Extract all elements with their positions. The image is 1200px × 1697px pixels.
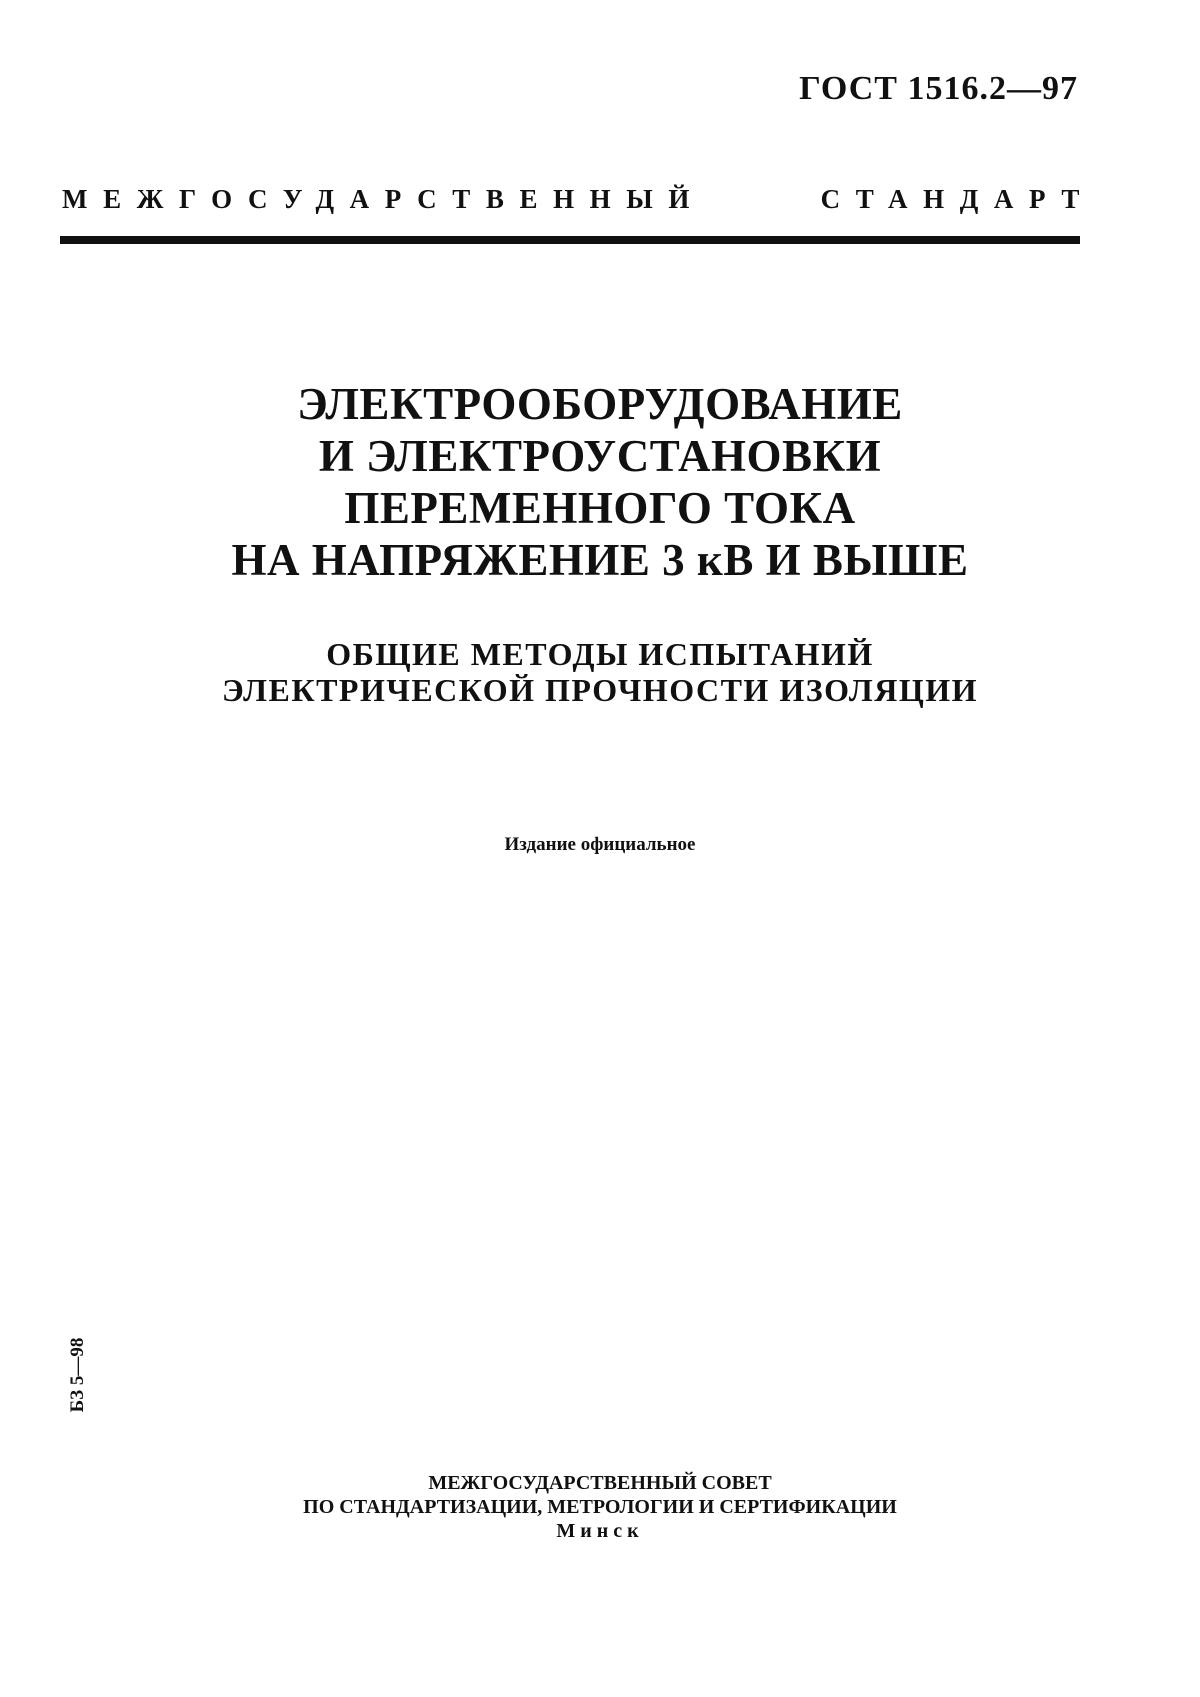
title-line-4: НА НАПРЯЖЕНИЕ 3 кВ И ВЫШЕ xyxy=(231,535,969,585)
title-line-3: ПЕРЕМЕННОГО ТОКА xyxy=(344,483,856,533)
standard-type-word-2: СТАНДАРТ xyxy=(820,184,1095,214)
subtitle-line-2: ЭЛЕКТРИЧЕСКОЙ ПРОЧНОСТИ ИЗОЛЯЦИИ xyxy=(221,672,979,708)
side-code: БЗ 5—98 xyxy=(67,1337,88,1413)
standard-type-word-1: МЕЖГОСУДАРСТВЕННЫЙ xyxy=(62,184,705,214)
publisher-line-1: МЕЖГОСУДАРСТВЕННЫЙ СОВЕТ xyxy=(428,1472,772,1494)
edition-label: Издание официальное xyxy=(504,834,696,855)
document-subtitle xyxy=(0,636,1200,708)
title-line-1: ЭЛЕКТРООБОРУДОВАНИЕ xyxy=(297,379,903,429)
gost-code: ГОСТ 1516.2—97 xyxy=(799,70,1078,107)
subtitle-line-1: ОБЩИЕ МЕТОДЫ ИСПЫТАНИЙ xyxy=(326,636,874,672)
title-line-2: И ЭЛЕКТРОУСТАНОВКИ xyxy=(318,431,882,481)
standard-type xyxy=(62,184,1095,215)
publisher-city: Минск xyxy=(556,1520,644,1542)
document-title xyxy=(0,378,1200,586)
header-divider xyxy=(60,236,1080,244)
publisher-block xyxy=(0,1471,1200,1543)
publisher-line-2: ПО СТАНДАРТИЗАЦИИ, МЕТРОЛОГИИ И СЕРТИФИКАЦИИ xyxy=(303,1496,897,1518)
